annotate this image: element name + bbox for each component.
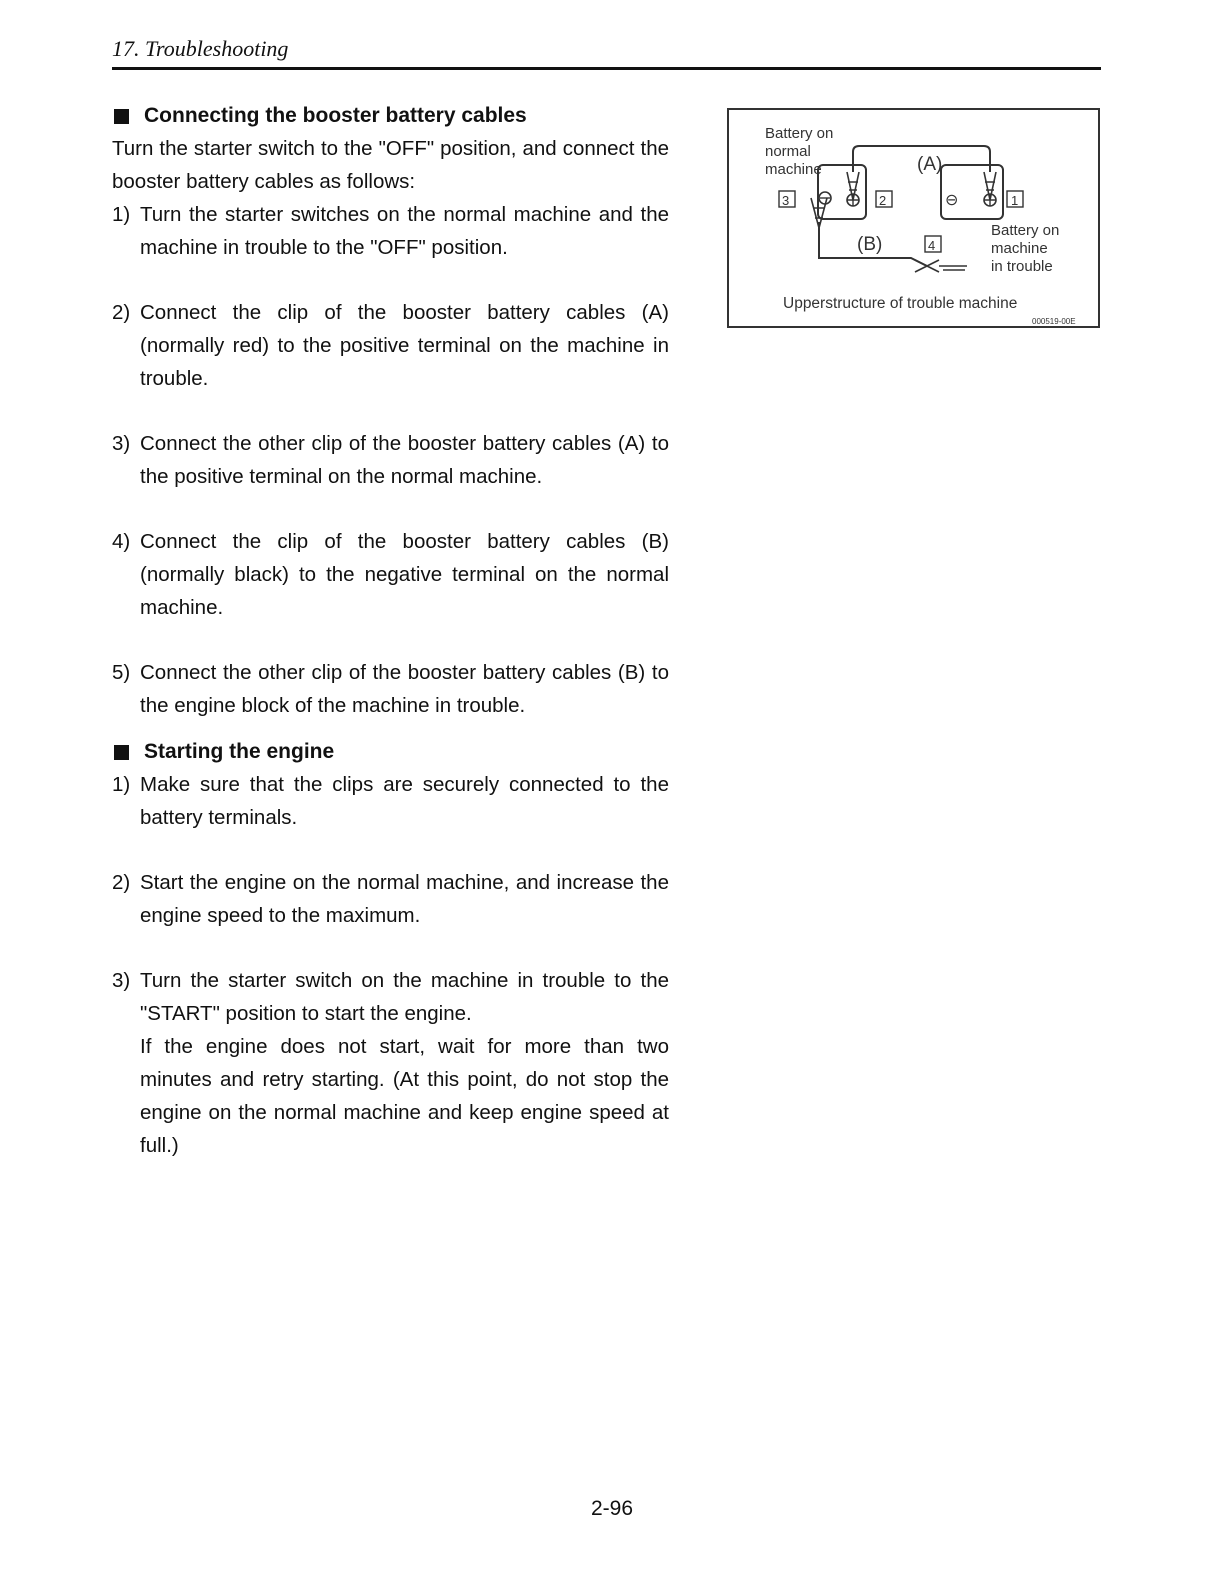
square-bullet-icon: [114, 109, 129, 124]
trouble-negative-terminal-icon: ⊖: [945, 192, 959, 209]
step-number: 1): [112, 203, 131, 226]
section-heading-text: Starting the engine: [144, 740, 335, 763]
cable-b-label: (B): [857, 234, 883, 255]
page-header: [112, 34, 1101, 70]
section-heading-text: Connecting the booster battery cables: [144, 104, 527, 127]
figure-caption: Upperstructure of trouble machine: [783, 295, 1018, 312]
step-3: [112, 427, 669, 493]
step-number: 4): [112, 530, 131, 553]
cable-a-label: (A): [917, 154, 943, 175]
marker-3: 3: [782, 193, 790, 208]
starting-engine-steps: [112, 768, 669, 1162]
step-text: Make sure that the clips are securely connected to the battery terminals.: [140, 773, 669, 829]
marker-1: 1: [1011, 193, 1019, 208]
step-3: [112, 964, 669, 1162]
step-1: [112, 198, 669, 264]
step-number: 3): [112, 432, 131, 455]
section-heading-booster-cables: [112, 100, 669, 132]
normal-battery-label-line1: Battery on: [765, 125, 834, 142]
step-text: Connect the clip of the booster battery cables (B) (normally black) to the negative terminal on the normal machine.: [140, 530, 669, 619]
step-number: 1): [112, 773, 131, 796]
trouble-battery-label-line1: Battery on: [991, 222, 1060, 239]
step-number: 5): [112, 661, 131, 684]
trouble-battery-label-line2: machine: [991, 240, 1048, 257]
step-text: Connect the other clip of the booster battery cables (B) to the engine block of the machine in trouble.: [140, 661, 669, 717]
step-number: 3): [112, 969, 131, 992]
step-2: [112, 296, 669, 395]
square-bullet-icon: [114, 745, 129, 760]
step-number: 2): [112, 301, 131, 324]
marker-4: 4: [928, 238, 936, 253]
step-text: Connect the other clip of the booster battery cables (A) to the positive terminal on the normal machine.: [140, 432, 669, 488]
marker-2: 2: [879, 193, 887, 208]
clip-b-engine-block-icon: [915, 260, 967, 272]
trouble-battery-label-line3: in trouble: [991, 258, 1053, 275]
step-text: Turn the starter switch on the machine in trouble to the "START" position to start the engine.: [140, 969, 669, 1025]
step-text: Start the engine on the normal machine, and increase the engine speed to the maximum.: [140, 871, 669, 927]
step-4: [112, 525, 669, 624]
step-text: Turn the starter switches on the normal machine and the machine in trouble to the "OFF" position.: [140, 203, 669, 259]
step-note: If the engine does not start, wait for more than two minutes and retry starting. (At this point, do not stop the engine on the normal machine and keep engine speed at full.): [140, 1035, 669, 1157]
step-number: 2): [112, 871, 131, 894]
booster-cable-steps: [112, 198, 669, 722]
step-text: Connect the clip of the booster battery cables (A) (normally red) to the positive terminal on the machine in trouble.: [140, 301, 669, 390]
step-1: [112, 768, 669, 834]
normal-battery-label-line2: normal: [765, 143, 811, 160]
step-2: [112, 866, 669, 932]
main-column: [112, 100, 669, 1162]
normal-battery-label-line3: machine: [765, 161, 822, 178]
step-5: [112, 656, 669, 722]
page-number: 2-96: [590, 1497, 634, 1520]
chapter-title: 17. Troubleshooting: [112, 36, 289, 61]
booster-cable-diagram: [727, 108, 1100, 328]
section-intro: Turn the starter switch to the "OFF" position, and connect the booster battery cables as follows:: [112, 137, 669, 193]
diagram-drawing: [729, 110, 1098, 326]
figure-code: 000519-00E: [1032, 317, 1076, 326]
section-heading-starting-engine: [112, 736, 669, 768]
